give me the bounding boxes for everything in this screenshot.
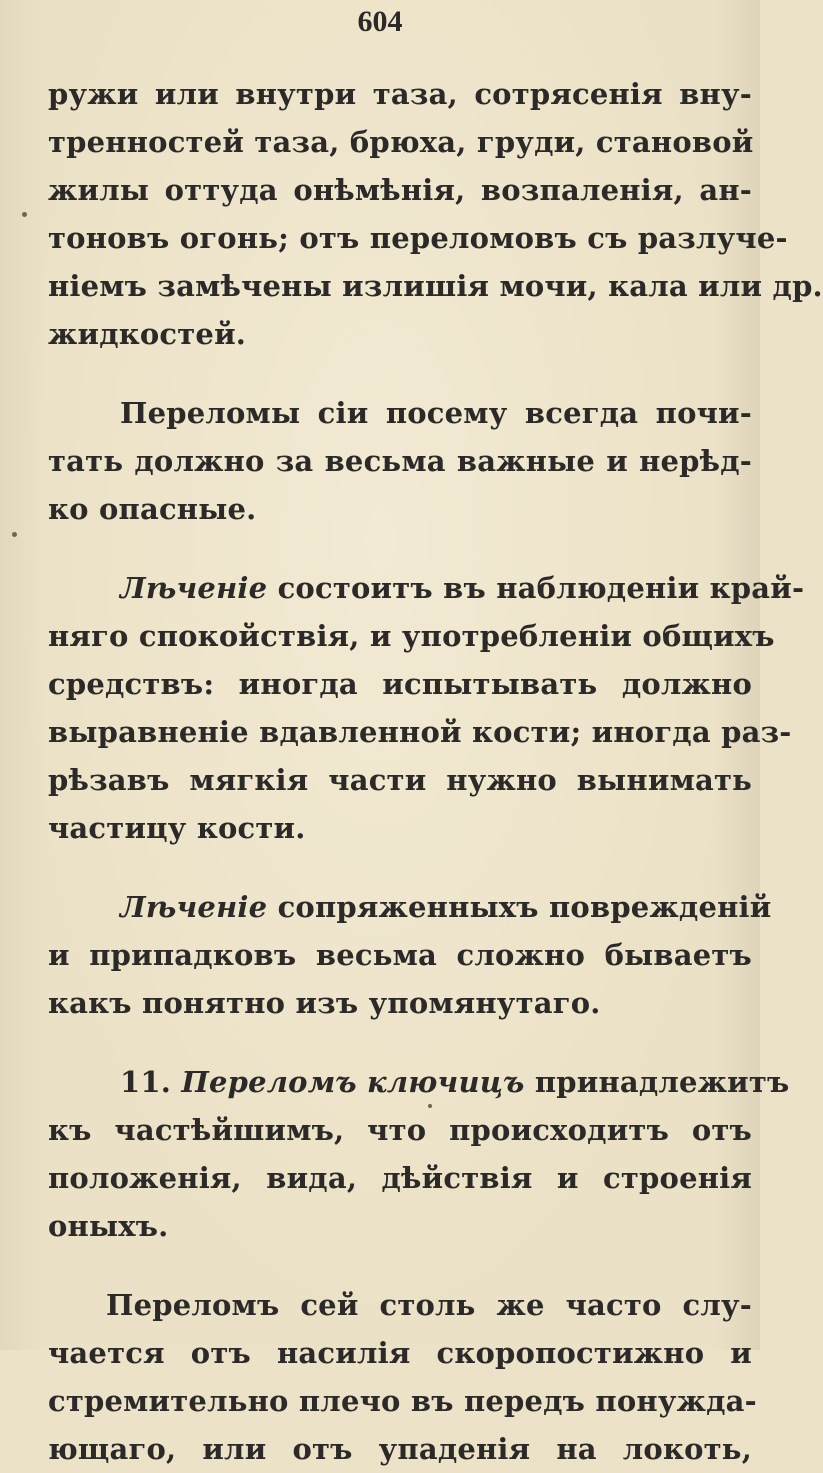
text-line: стремительно плечо въ передъ понужда- bbox=[48, 1384, 757, 1418]
text-line: рѣзавъ мягкія части нужно вынимать bbox=[48, 763, 752, 797]
italic-lead: Лѣченіе bbox=[120, 571, 268, 605]
section-heading: Переломъ ключицъ bbox=[181, 1065, 525, 1099]
text-line: няго спокойствія, и употребленіи общихъ bbox=[48, 619, 775, 653]
text-line: и припадковъ весьма сложно бываетъ bbox=[48, 938, 752, 972]
paragraph-3 bbox=[48, 564, 805, 852]
text-line: 11. Переломъ ключицъ принадлежитъ bbox=[120, 1065, 790, 1099]
page-number: 604 bbox=[357, 5, 403, 38]
text-line: ющаго, или отъ упаденія на локоть, bbox=[48, 1432, 752, 1466]
text-line: Лѣченіе сопряженныхъ поврежденій bbox=[120, 890, 772, 924]
text-line: жидкостей. bbox=[48, 317, 247, 351]
paper-speck bbox=[12, 532, 17, 537]
body-text bbox=[48, 70, 823, 1473]
text-line: Переломъ сей столь же часто слу- bbox=[106, 1288, 752, 1322]
paper-speck bbox=[22, 212, 27, 217]
text-line: тоновъ огонь; отъ переломовъ съ разлуче- bbox=[48, 221, 788, 255]
text-line: жилы оттуда онѣмѣнія, возпаленія, ан- bbox=[48, 173, 752, 207]
paragraph-1 bbox=[48, 70, 823, 358]
paper-speck bbox=[428, 1104, 432, 1108]
text-line: ніемъ замѣчены излишія мочи, кала или др. bbox=[48, 269, 823, 303]
text-line: выравненіе вдавленной кости; иногда раз- bbox=[48, 715, 792, 749]
text-line: ружи или внутри таза, сотрясенія вну- bbox=[48, 77, 752, 111]
text-line: оныхъ. bbox=[48, 1209, 169, 1243]
text-line: Переломы сіи посему всегда почи- bbox=[120, 396, 752, 430]
text-line: тать должно за весьма важные и нерѣд- bbox=[48, 444, 752, 478]
paragraph-5 bbox=[48, 1058, 790, 1250]
text-line: средствъ: иногда испытывать должно bbox=[48, 667, 752, 701]
paragraph-4 bbox=[48, 883, 772, 1027]
text-line: какъ понятно изъ упомянутаго. bbox=[48, 986, 601, 1020]
text-line: ко опасные. bbox=[48, 492, 257, 526]
section-number: 11. bbox=[120, 1065, 172, 1099]
text-line: тренностей таза, брюха, груди, становой bbox=[48, 125, 754, 159]
paragraph-6 bbox=[48, 1281, 757, 1473]
italic-lead: Лѣченіе bbox=[120, 890, 268, 924]
paragraph-2 bbox=[48, 389, 752, 533]
text-line: къ частѣйшимъ, что происходитъ отъ bbox=[48, 1113, 752, 1147]
text-line: чается отъ насилія скоропостижно и bbox=[48, 1336, 752, 1370]
text-line: частицу кости. bbox=[48, 811, 306, 845]
text-line: Лѣченіе состоитъ въ наблюденіи край- bbox=[120, 571, 805, 605]
text-line: положенія, вида, дѣйствія и строенія bbox=[48, 1161, 752, 1195]
